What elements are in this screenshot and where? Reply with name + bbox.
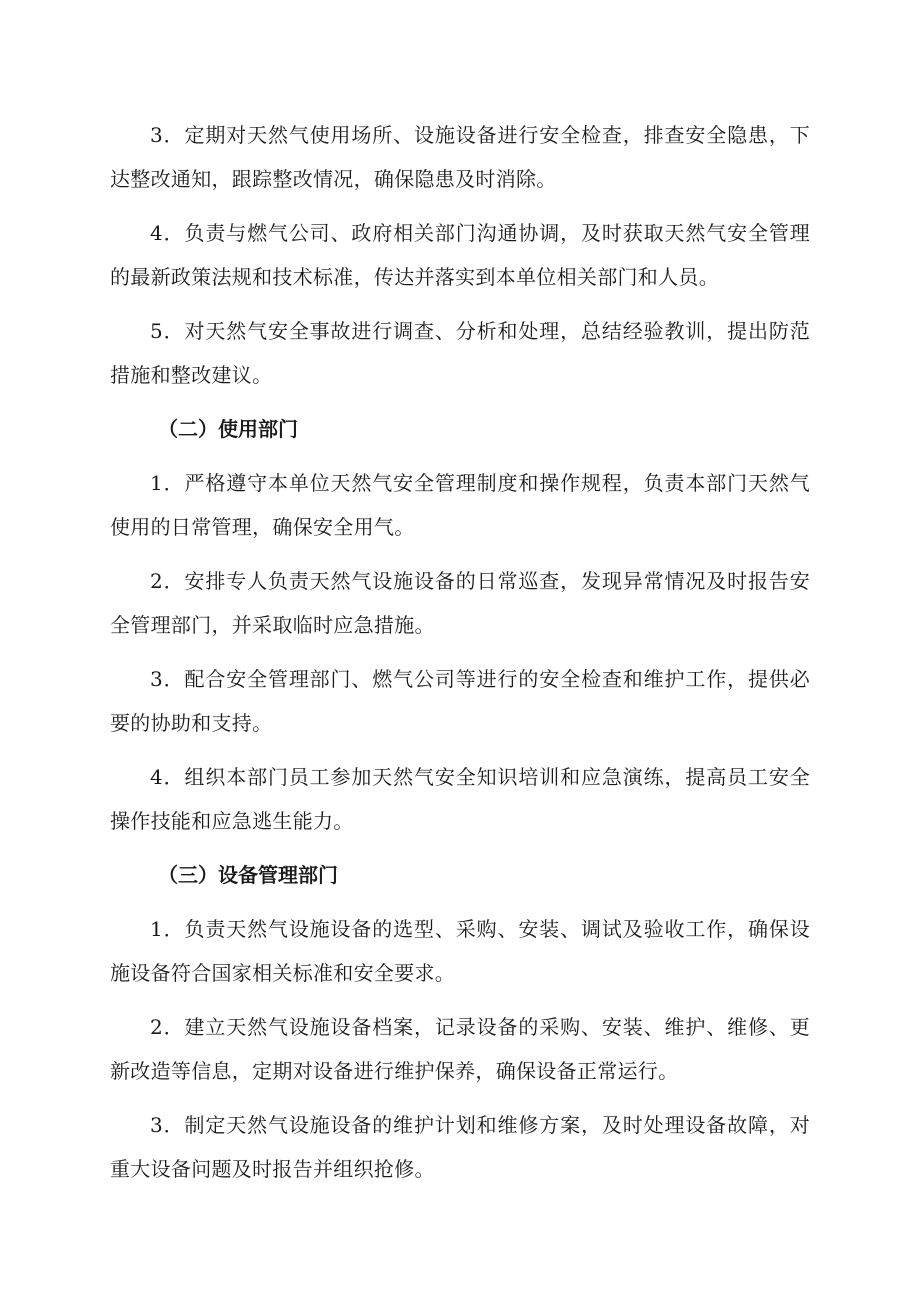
paragraph-item-2-archives: 2．建立天然气设施设备档案，记录设备的采购、安装、维护、维修、更新改造等信息，定期对设备进行维护保养，确保设备正常运行。 — [110, 1015, 810, 1083]
paragraph-item-2-patrol: 2．安排专人负责天然气设施设备的日常巡查，发现异常情况及时报告安全管理部门，并采取临时应急措施。 — [110, 569, 810, 637]
paragraph-item-3-cooperation: 3．配合安全管理部门、燃气公司等进行的安全检查和维护工作，提供必要的协助和支持。 — [110, 667, 810, 735]
document-body — [110, 113, 810, 1191]
paragraph-item-4-training: 4．组织本部门员工参加天然气安全知识培训和应急演练，提高员工安全操作技能和应急逃生能力。 — [110, 765, 810, 833]
section-heading-equipment-department: （三）设备管理部门 — [158, 863, 338, 887]
section-heading-user-department: （二）使用部门 — [158, 417, 298, 441]
paragraph-item-3-inspection: 3．定期对天然气使用场所、设施设备进行安全检查，排查安全隐患，下达整改通知，跟踪整改情况，确保隐患及时消除。 — [110, 123, 810, 191]
paragraph-item-4-coordination: 4．负责与燃气公司、政府相关部门沟通协调，及时获取天然气安全管理的最新政策法规和技术标准，传达并落实到本单位相关部门和人员。 — [110, 221, 810, 289]
paragraph-item-5-investigation: 5．对天然气安全事故进行调查、分析和处理，总结经验教训，提出防范措施和整改建议。 — [110, 319, 810, 387]
paragraph-item-1-procurement: 1．负责天然气设施设备的选型、采购、安装、调试及验收工作，确保设施设备符合国家相关标准和安全要求。 — [110, 917, 810, 985]
paragraph-item-3-maintenance: 3．制定天然气设施设备的维护计划和维修方案，及时处理设备故障，对重大设备问题及时报告并组织抢修。 — [110, 1113, 810, 1181]
paragraph-item-1-compliance: 1．严格遵守本单位天然气安全管理制度和操作规程，负责本部门天然气使用的日常管理，确保安全用气。 — [110, 471, 810, 539]
